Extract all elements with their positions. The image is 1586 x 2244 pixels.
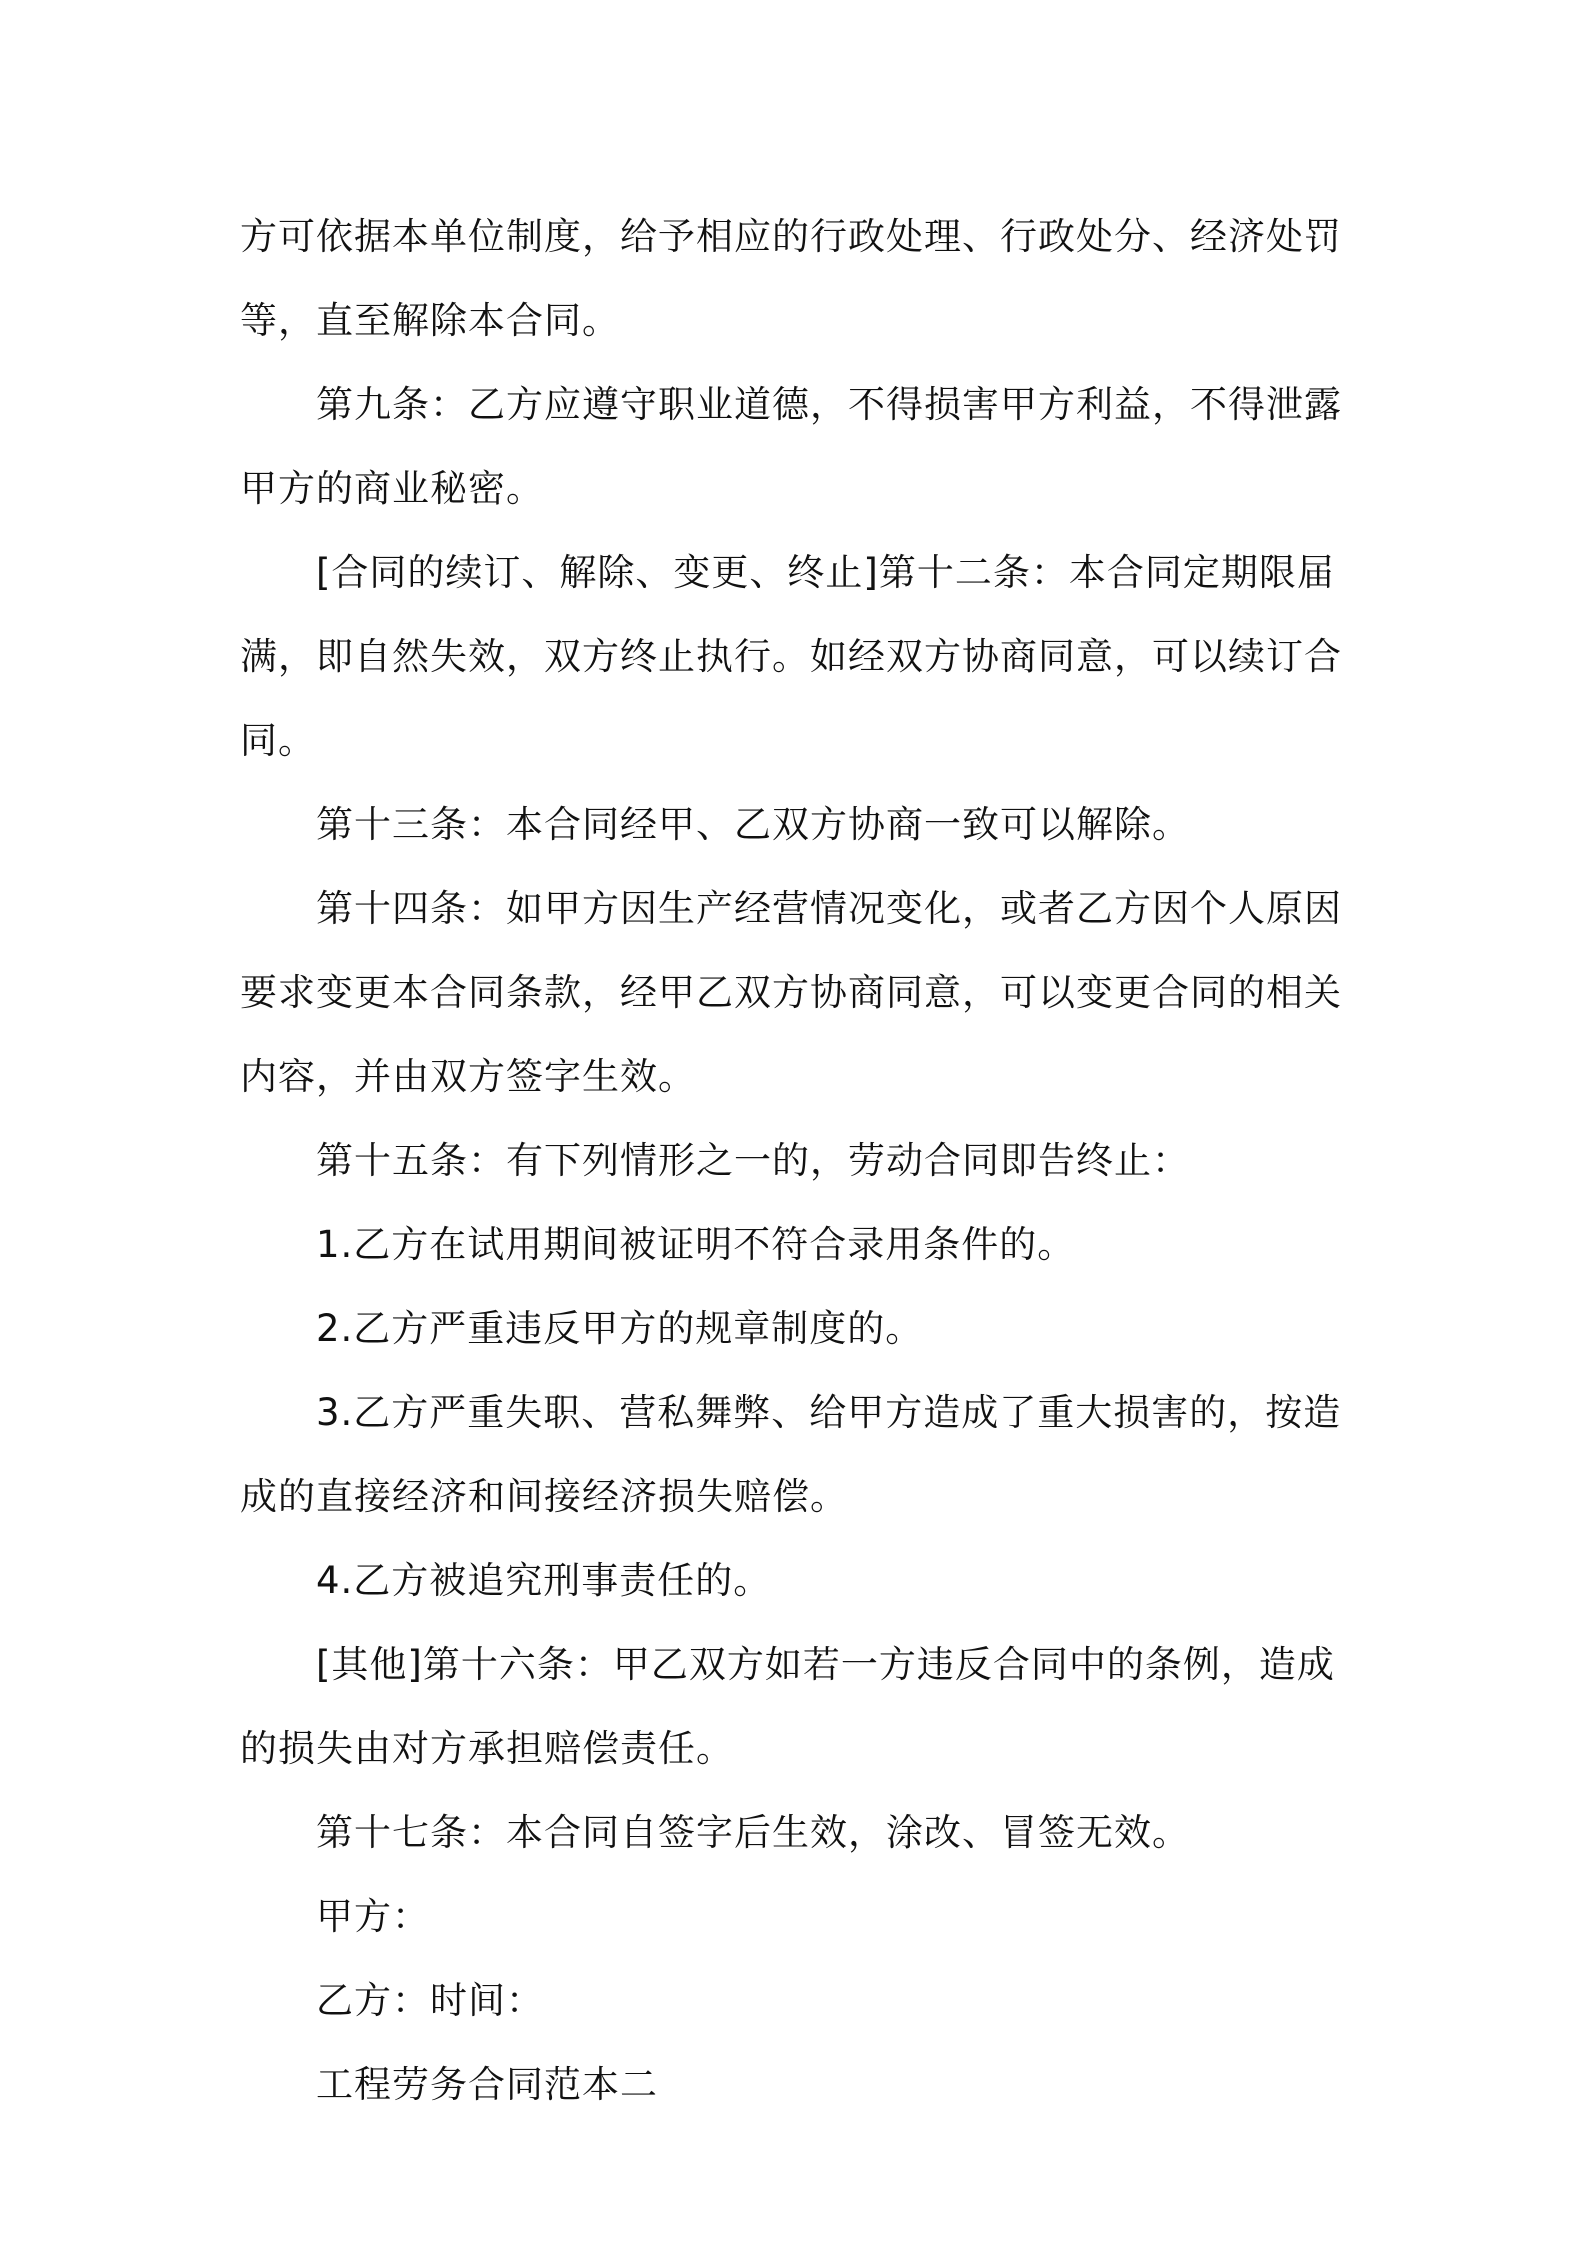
paragraph-11: [其他]第十六条：甲乙双方如若一方违反合同中的条例，造成的损失由对方承担赔偿责任。 [240,1643,1335,1770]
section-heading: 工程劳务合同范本二 [316,2063,658,2106]
paragraph-2: 第九条：乙方应遵守职业道德，不得损害甲方利益，不得泄露甲方的商业秘密。 [240,383,1342,510]
paragraph-3: [合同的续订、解除、变更、终止]第十二条：本合同定期限届满，即自然失效，双方终止执行。如经双方协商同意，可以续订合同。 [240,551,1342,762]
document-body [240,195,1360,2127]
paragraph-7: 1.乙方在试用期间被证明不符合录用条件的。 [316,1223,1076,1266]
paragraph-9: 3.乙方严重失职、营私舞弊、给甲方造成了重大损害的，按造成的直接经济和间接经济损失赔偿。 [240,1391,1342,1518]
paragraph-1: 方可依据本单位制度，给予相应的行政处理、行政处分、经济处罚等，直至解除本合同。 [240,215,1342,342]
paragraph-5: 第十四条：如甲方因生产经营情况变化，或者乙方因个人原因要求变更本合同条款，经甲乙双方协商同意，可以变更合同的相关内容，并由双方签字生效。 [240,887,1342,1098]
paragraph-12: 第十七条：本合同自签字后生效，涂改、冒签无效。 [316,1811,1190,1854]
paragraph-6: 第十五条：有下列情形之一的，劳动合同即告终止： [316,1139,1190,1182]
paragraph-4: 第十三条：本合同经甲、乙双方协商一致可以解除。 [316,803,1190,846]
paragraph-8: 2.乙方严重违反甲方的规章制度的。 [316,1307,924,1350]
party-a-signature-line: 甲方： [316,1895,430,1938]
party-b-signature-line: 乙方：时间： [316,1979,544,2022]
paragraph-10: 4.乙方被追究刑事责任的。 [316,1559,772,1602]
